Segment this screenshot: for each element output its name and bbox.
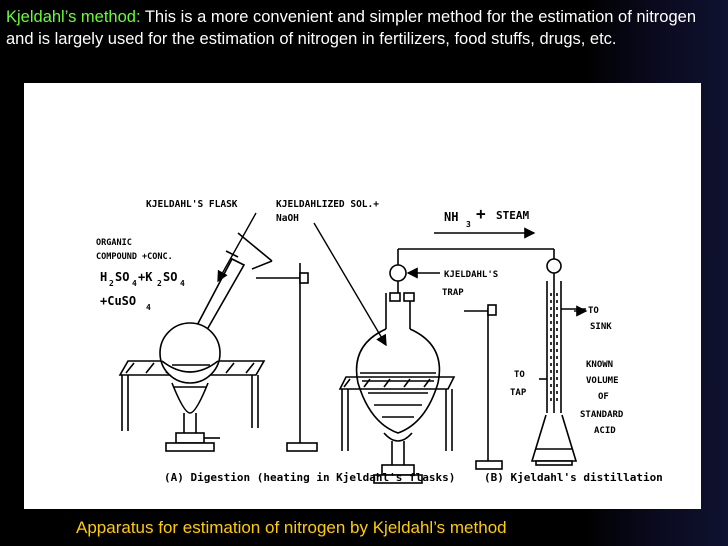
label-nh3-steam <box>444 204 529 229</box>
label-sol-2: NaOH <box>276 213 299 224</box>
label-to-tap-2: TAP <box>510 388 527 398</box>
flask-pointer <box>218 213 256 281</box>
svg-text:ACID: ACID <box>594 426 616 436</box>
label-organic-1: ORGANIC <box>96 238 132 248</box>
svg-text:+: + <box>476 204 486 223</box>
svg-text:H: H <box>100 270 108 284</box>
label-organic-2: COMPOUND +CONC. <box>96 252 173 262</box>
svg-text:+CuSO: +CuSO <box>100 294 137 308</box>
burner-a <box>166 383 220 451</box>
caption-a: (A) Digestion (heating in Kjeldahl's flasks) <box>164 471 456 484</box>
label-standard-acid <box>580 360 624 436</box>
apparatus-diagram <box>24 83 701 509</box>
label-reagents <box>100 270 185 288</box>
svg-text:2: 2 <box>109 279 114 288</box>
stand-b <box>464 305 502 469</box>
label-trap-2: TRAP <box>442 288 464 298</box>
svg-text:NH: NH <box>444 210 459 224</box>
label-cuso4 <box>100 294 151 312</box>
svg-text:SO: SO <box>163 270 178 284</box>
label-to-tap-1: TO <box>514 370 525 380</box>
label-sol-1: KJELDAHLIZED SOL.+ <box>276 199 379 210</box>
label-flask: KJELDAHL'S FLASK <box>146 199 238 210</box>
svg-text:STANDARD: STANDARD <box>580 410 624 420</box>
intro-lead: Kjeldahl’s method: <box>6 8 141 26</box>
svg-text:OF: OF <box>598 392 609 402</box>
label-trap-1: KJELDAHL'S <box>444 270 499 280</box>
svg-text:SO: SO <box>115 270 130 284</box>
stand-a <box>256 263 317 451</box>
caption-b: (B) Kjeldahl's distillation <box>484 471 663 484</box>
svg-text:KNOWN: KNOWN <box>586 360 614 370</box>
condenser <box>539 249 586 413</box>
intro-body: This is a more convenient and simpler method for the estimation of nitrogen and is largely used for the estimation of nitrogen in fertilizers, food stuffs, drugs, etc. <box>6 8 697 48</box>
svg-text:STEAM: STEAM <box>496 209 530 222</box>
label-to-sink-2: SINK <box>590 322 612 332</box>
svg-text:4: 4 <box>132 279 137 288</box>
solution-pointer <box>314 223 386 345</box>
svg-text:4: 4 <box>180 279 185 288</box>
svg-text:+K: +K <box>138 270 153 284</box>
svg-text:VOLUME: VOLUME <box>586 376 619 386</box>
svg-text:2: 2 <box>157 279 162 288</box>
svg-text:3: 3 <box>466 220 471 229</box>
distillation-flask <box>357 293 440 433</box>
intro-paragraph <box>6 6 722 50</box>
slide-caption: Apparatus for estimation of nitrogen by Kjeldahl’s method <box>76 518 507 537</box>
apparatus-figure <box>24 83 701 509</box>
svg-text:4: 4 <box>146 303 151 312</box>
receiver-flask <box>532 415 576 465</box>
label-to-sink-1: TO <box>588 306 599 316</box>
